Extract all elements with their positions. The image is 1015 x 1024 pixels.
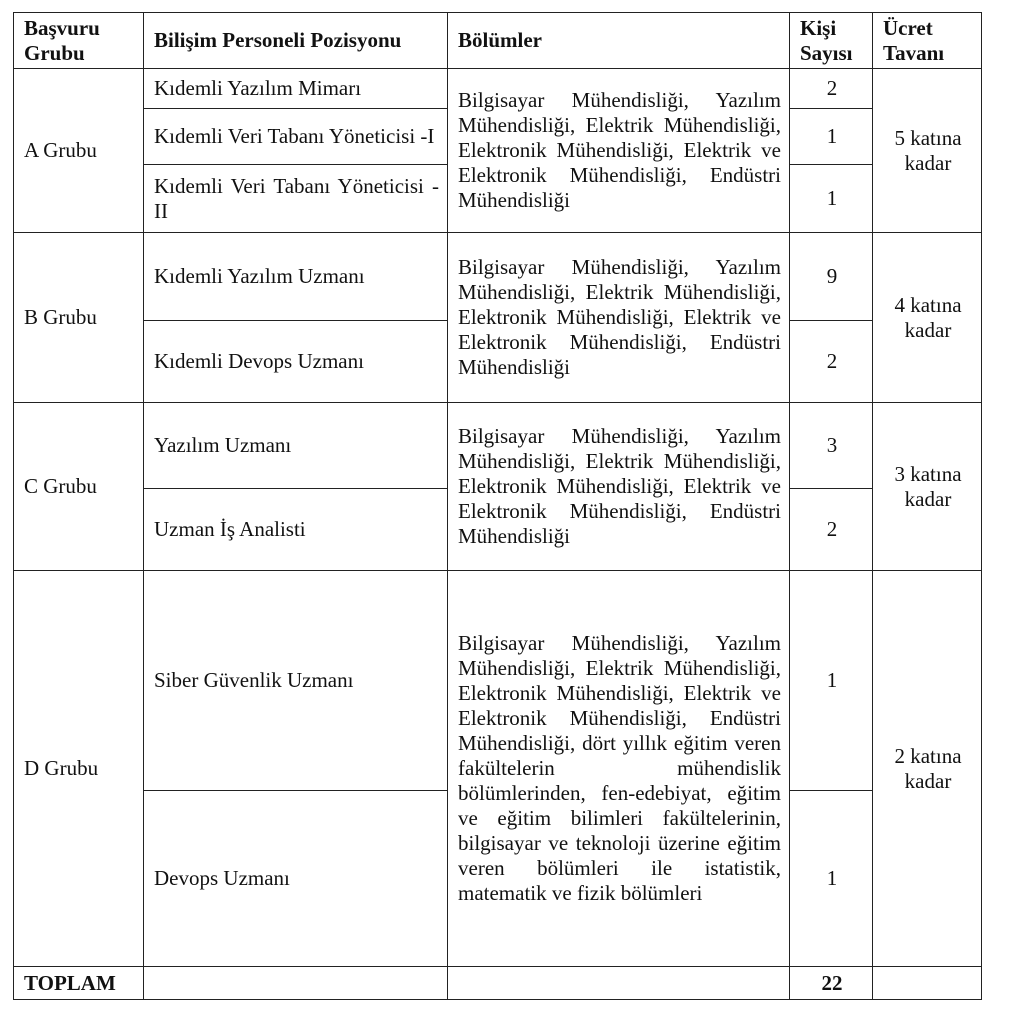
total-label: TOPLAM bbox=[14, 967, 144, 1000]
header-kisi-sayisi: Kişi Sayısı bbox=[790, 13, 873, 69]
positions-table bbox=[13, 12, 982, 1000]
departments-cell: Bilgisayar Mühendisliği, Yazılım Mühendisliği, Elektrik Mühendisliği, Elektronik Mühendisliği, Elektrik ve Elektronik Mühendisliği, Endüstri Mühendisliği bbox=[448, 233, 790, 403]
position-count: 2 bbox=[790, 69, 873, 109]
header-pozisyon: Bilişim Personeli Pozisyonu bbox=[144, 13, 448, 69]
position-title: Yazılım Uzmanı bbox=[144, 403, 448, 489]
fee-cap: 5 katına kadar bbox=[873, 69, 982, 233]
position-title: Kıdemli Veri Tabanı Yöneticisi -I bbox=[144, 109, 448, 165]
total-count: 22 bbox=[790, 967, 873, 1000]
fee-cap: 4 katına kadar bbox=[873, 233, 982, 403]
position-count: 1 bbox=[790, 791, 873, 967]
position-title: Kıdemli Devops Uzmanı bbox=[144, 321, 448, 403]
position-title: Kıdemli Veri Tabanı Yöneticisi -II bbox=[144, 165, 448, 233]
position-count: 2 bbox=[790, 489, 873, 571]
header-ucret-tavani: Ücret Tavanı bbox=[873, 13, 982, 69]
position-title: Kıdemli Yazılım Uzmanı bbox=[144, 233, 448, 321]
position-count: 9 bbox=[790, 233, 873, 321]
table-row bbox=[14, 571, 982, 791]
empty-cell bbox=[448, 967, 790, 1000]
departments-cell: Bilgisayar Mühendisliği, Yazılım Mühendisliği, Elektrik Mühendisliği, Elektronik Mühendisliği, Elektrik ve Elektronik Mühendisliği, Endüstri Mühendisliği bbox=[448, 403, 790, 571]
position-count: 3 bbox=[790, 403, 873, 489]
position-count: 1 bbox=[790, 165, 873, 233]
group-name: B Grubu bbox=[14, 233, 144, 403]
table-row bbox=[14, 403, 982, 489]
total-row bbox=[14, 967, 982, 1000]
position-title: Siber Güvenlik Uzmanı bbox=[144, 571, 448, 791]
group-name: A Grubu bbox=[14, 69, 144, 233]
table-row bbox=[14, 233, 982, 321]
empty-cell bbox=[144, 967, 448, 1000]
empty-cell bbox=[873, 967, 982, 1000]
header-bolumler: Bölümler bbox=[448, 13, 790, 69]
position-title: Kıdemli Yazılım Mimarı bbox=[144, 69, 448, 109]
position-count: 1 bbox=[790, 109, 873, 165]
group-name: D Grubu bbox=[14, 571, 144, 967]
departments-cell: Bilgisayar Mühendisliği, Yazılım Mühendisliği, Elektrik Mühendisliği, Elektronik Mühendisliği, Elektrik ve Elektronik Mühendisliği, Endüstri Mühendisliği, dört yıllık eğitim veren fakültelerin mühendislik bölümlerinden, fen-edebiyat, eğitim ve eğitim bilimleri fakültelerinin, bilgisayar ve teknoloji üzerine eğitim veren bölümleri ile istatistik, matematik ve fizik bölümleri bbox=[448, 571, 790, 967]
position-count: 2 bbox=[790, 321, 873, 403]
position-count: 1 bbox=[790, 571, 873, 791]
fee-cap: 3 katına kadar bbox=[873, 403, 982, 571]
fee-cap: 2 katına kadar bbox=[873, 571, 982, 967]
header-row bbox=[14, 13, 982, 69]
position-title: Devops Uzmanı bbox=[144, 791, 448, 967]
departments-cell: Bilgisayar Mühendisliği, Yazılım Mühendisliği, Elektrik Mühendisliği, Elektronik Mühendisliği, Elektrik ve Elektronik Mühendisliği, Endüstri Mühendisliği bbox=[448, 69, 790, 233]
table-row bbox=[14, 69, 982, 109]
header-basvuru-grubu: Başvuru Grubu bbox=[14, 13, 144, 69]
position-title: Uzman İş Analisti bbox=[144, 489, 448, 571]
group-name: C Grubu bbox=[14, 403, 144, 571]
